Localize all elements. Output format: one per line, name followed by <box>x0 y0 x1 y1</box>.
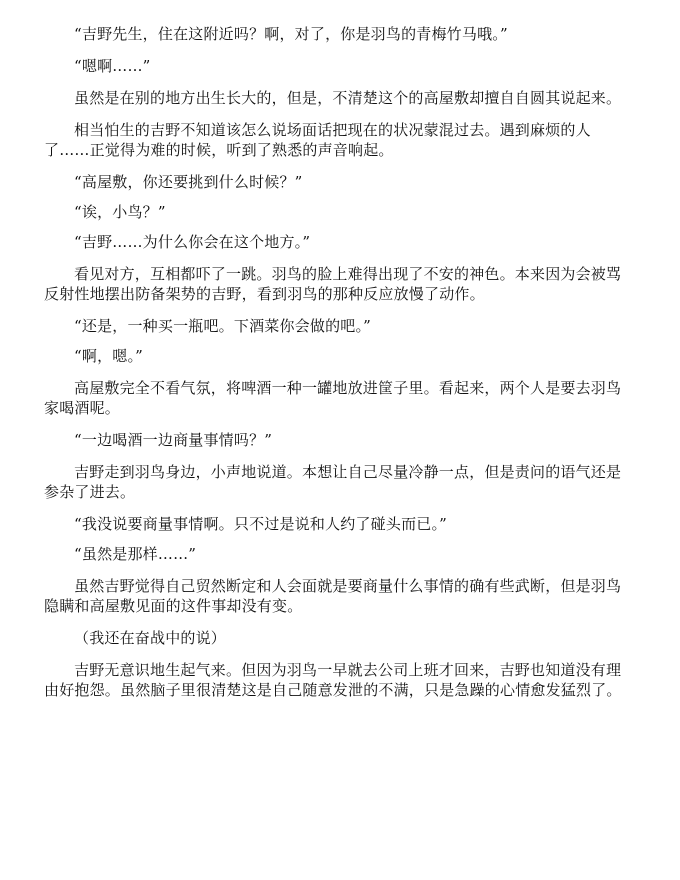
paragraph-16: 虽然吉野觉得自己贸然断定和人会面就是要商量什么事情的确有些武断，但是羽鸟隐瞒和高屋敷见面的这件事却没有变。 <box>44 577 622 615</box>
paragraph-15: “虽然是那样……” <box>74 545 197 563</box>
paragraph-8: 看见对方，互相都吓了一跳。羽鸟的脸上难得出现了不安的神色。本来因为会被骂反射性地摆出防备架势的吉野，看到羽鸟的那种反应放慢了动作。 <box>44 265 622 303</box>
paragraph-2: “嗯啊……” <box>74 57 151 75</box>
paragraph-17: （我还在奋战中的说） <box>74 629 227 647</box>
paragraph-14: “我没说要商量事情啊。只不过是说和人约了碰头而已。” <box>74 515 448 533</box>
paragraph-6: “诶，小鸟？” <box>74 203 166 221</box>
paragraph-10: “啊，嗯。” <box>74 347 144 365</box>
paragraph-9: “还是，一种买一瓶吧。下酒菜你会做的吧。” <box>74 317 372 335</box>
paragraph-3: 虽然是在别的地方出生长大的，但是，不清楚这个的高屋敷却擅自自圆其说起来。 <box>74 89 622 107</box>
paragraph-13: 吉野走到羽鸟身边，小声地说道。本想让自己尽量冷静一点，但是责问的语气还是参杂了进去。 <box>44 463 622 501</box>
paragraph-12: “一边喝酒一边商量事情吗？” <box>74 431 273 449</box>
paragraph-11: 高屋敷完全不看气氛，将啤酒一种一罐地放进筐子里。看起来，两个人是要去羽鸟家喝酒呢。 <box>44 379 622 417</box>
paragraph-18: 吉野无意识地生起气来。但因为羽鸟一早就去公司上班才回来，吉野也知道没有理由好抱怨。虽然脑子里很清楚这是自己随意发泄的不满，只是急躁的心情愈发猛烈了。 <box>44 661 622 699</box>
paragraph-5: “高屋敷，你还要挑到什么时候？” <box>74 173 303 191</box>
paragraph-4: 相当怕生的吉野不知道该怎么说场面话把现在的状况蒙混过去。遇到麻烦的人了……正觉得为难的时候，听到了熟悉的声音响起。 <box>44 121 591 159</box>
paragraph-1: “吉野先生，住在这附近吗？啊，对了，你是羽鸟的青梅竹马哦。” <box>74 25 508 43</box>
paragraph-7: “吉野……为什么你会在这个地方。” <box>74 233 311 251</box>
document-body <box>44 24 628 700</box>
